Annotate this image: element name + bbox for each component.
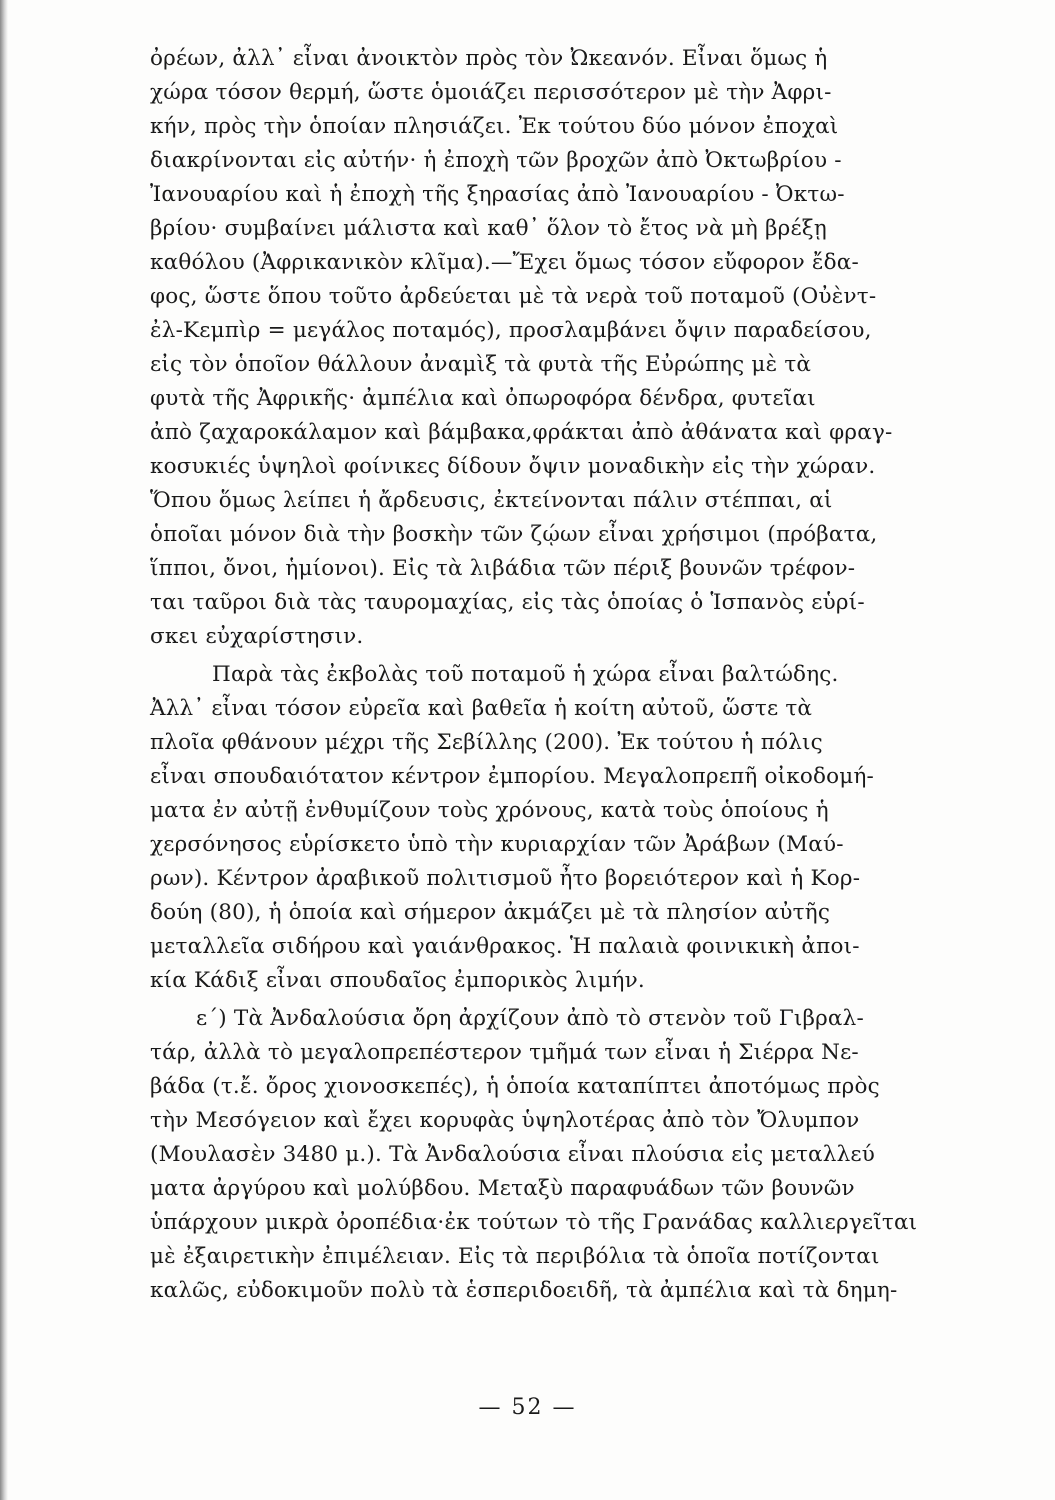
text-line: ἀπὸ ζαχαροκάλαμον καὶ βάμβακα,φράκται ἀπὸ ἀθάνατα καὶ φραγ- (150, 420, 893, 445)
text-line: κοσυκιές ὑψηλοὶ φοίνικες δίδουν ὄψιν μοναδικὴν εἰς τὴν χώραν. (150, 454, 876, 479)
text-line: χώρα τόσον θερμή, ὥστε ὁμοιάζει περισσότερον μὲ τὴν Ἀφρι- (150, 80, 832, 105)
body-text (150, 42, 960, 1308)
text-line: βρίου· συμβαίνει μάλιστα καὶ καθ᾽ ὅλον τὸ ἔτος νὰ μὴ βρέξῃ (150, 216, 827, 241)
text-line: κήν, πρὸς τὴν ὁποίαν πλησιάζει. Ἐκ τούτου δύο μόνον ἐποχαὶ (150, 114, 839, 139)
text-line: ἐλ-Κεμπὶρ = μεγάλος ποταμός), προσλαμβάνει ὄψιν παραδείσου, (150, 318, 872, 343)
text-line: ὁποῖαι μόνον διὰ τὴν βοσκὴν τῶν ζῴων εἶναι χρήσιμοι (πρόβατα, (150, 522, 878, 547)
text-line: ἵπποι, ὄνοι, ἡμίονοι). Εἰς τὰ λιβάδια τῶν πέριξ βουνῶν τρέφον- (150, 556, 856, 581)
text-line: Ἰανουαρίου καὶ ἡ ἐποχὴ τῆς ξηρασίας ἀπὸ Ἰανουαρίου - Ὀκτω- (150, 182, 845, 207)
text-line: βάδα (τ.ἔ. ὄρος χιονοσκεπές), ἡ ὁποία καταπίπτει ἀποτόμως πρὸς (150, 1074, 880, 1099)
text-line: εἰς τὸν ὁποῖον θάλλουν ἀναμὶξ τὰ φυτὰ τῆς Εὐρώπης μὲ τὰ (150, 352, 812, 377)
text-line: ὑπάρχουν μικρὰ ὀροπέδια·ἐκ τούτων τὸ τῆς Γρανάδας καλλιεργεῖται (150, 1210, 918, 1235)
text-line: δούη (80), ἡ ὁποία καὶ σήμερον ἀκμάζει μὲ τὰ πλησίον αὐτῆς (150, 900, 831, 925)
text-line: μεταλλεῖα σιδήρου καὶ γαιάνθρακος. Ἡ παλαιὰ φοινικικὴ ἀποι- (150, 934, 860, 959)
text-line: καθόλου (Ἀφρικανικὸν κλῖμα).—Ἔχει ὅμως τόσον εὔφορον ἔδα- (150, 250, 859, 275)
text-line: ται ταῦροι διὰ τὰς ταυρομαχίας, εἰς τὰς ὁποίας ὁ Ἱσπανὸς εὑρί- (150, 590, 865, 615)
text-line: σκει εὐχαρίστησιν. (150, 624, 364, 649)
paragraph-start-line: ε´) Τὰ Ἀνδαλούσια ὄρη ἀρχίζουν ἀπὸ τὸ στενὸν τοῦ Γιβραλ- (196, 1006, 864, 1031)
text-line: ματα ἐν αὐτῇ ἐνθυμίζουν τοὺς χρόνους, κατὰ τοὺς ὁποίους ἡ (150, 798, 829, 823)
text-line: φυτὰ τῆς Ἀφρικῆς· ἀμπέλια καὶ ὀπωροφόρα δένδρα, φυτεῖαι (150, 386, 816, 411)
text-line: διακρίνονται εἰς αὐτήν· ἡ ἐποχὴ τῶν βροχῶν ἀπὸ Ὀκτωβρίου - (150, 148, 842, 173)
paragraph-start-line: Παρὰ τὰς ἐκβολὰς τοῦ ποταμοῦ ἡ χώρα εἶναι βαλτώδης. (212, 662, 839, 687)
text-line: πλοῖα φθάνουν μέχρι τῆς Σεβίλλης (200). Ἐκ τούτου ἡ πόλις (150, 730, 823, 755)
text-line: Ἀλλ᾽ εἶναι τόσον εὐρεῖα καὶ βαθεῖα ἡ κοίτη αὐτοῦ, ὥστε τὰ (150, 696, 813, 721)
text-line: ρων). Κέντρον ἀραβικοῦ πολιτισμοῦ ἦτο βορειότερον καὶ ἡ Κορ- (150, 866, 861, 891)
text-line: κία Κάδιξ εἶναι σπουδαῖος ἐμπορικὸς λιμήν. (150, 968, 645, 993)
text-line: τάρ, ἀλλὰ τὸ μεγαλοπρεπέστερον τμῆμά των εἶναι ἡ Σιέρρα Νε- (150, 1040, 859, 1065)
text-line: χερσόνησος εὑρίσκετο ὑπὸ τὴν κυριαρχίαν τῶν Ἀράβων (Μαύ- (150, 832, 844, 857)
text-line: ματα ἀργύρου καὶ μολύβδου. Μεταξὺ παραφυάδων τῶν βουνῶν (150, 1176, 855, 1201)
text-line: (Μουλασὲν 3480 μ.). Τὰ Ἀνδαλούσια εἶναι πλούσια εἰς μεταλλεύ (150, 1142, 876, 1167)
text-line: Ὅπου ὅμως λείπει ἡ ἄρδευσις, ἐκτείνονται πάλιν στέππαι, αἱ (150, 488, 833, 513)
text-line: τὴν Μεσόγειον καὶ ἔχει κορυφὰς ὑψηλοτέρας ἀπὸ τὸν Ὄλυμπον (150, 1108, 860, 1133)
text-line: καλῶς, εὐδοκιμοῦν πολὺ τὰ ἑσπεριδοειδῆ, τὰ ἀμπέλια καὶ τὰ δημη- (150, 1278, 898, 1303)
page-number: — 52 — (478, 1395, 577, 1420)
text-line: ὀρέων, ἀλλ᾽ εἶναι ἀνοικτὸν πρὸς τὸν Ὠκεανόν. Εἶναι ὅμως ἡ (150, 46, 828, 71)
text-line: μὲ ἐξαιρετικὴν ἐπιμέλειαν. Εἰς τὰ περιβόλια τὰ ὁποῖα ποτίζονται (150, 1244, 880, 1269)
text-line: φος, ὥστε ὅπου τοῦτο ἀρδεύεται μὲ τὰ νερὰ τοῦ ποταμοῦ (Οὐὲντ- (150, 284, 877, 309)
text-line: εἶναι σπουδαιότατον κέντρον ἐμπορίου. Μεγαλοπρεπῆ οἰκοδομή- (150, 764, 875, 789)
page-edge-shadow (0, 0, 8, 1500)
